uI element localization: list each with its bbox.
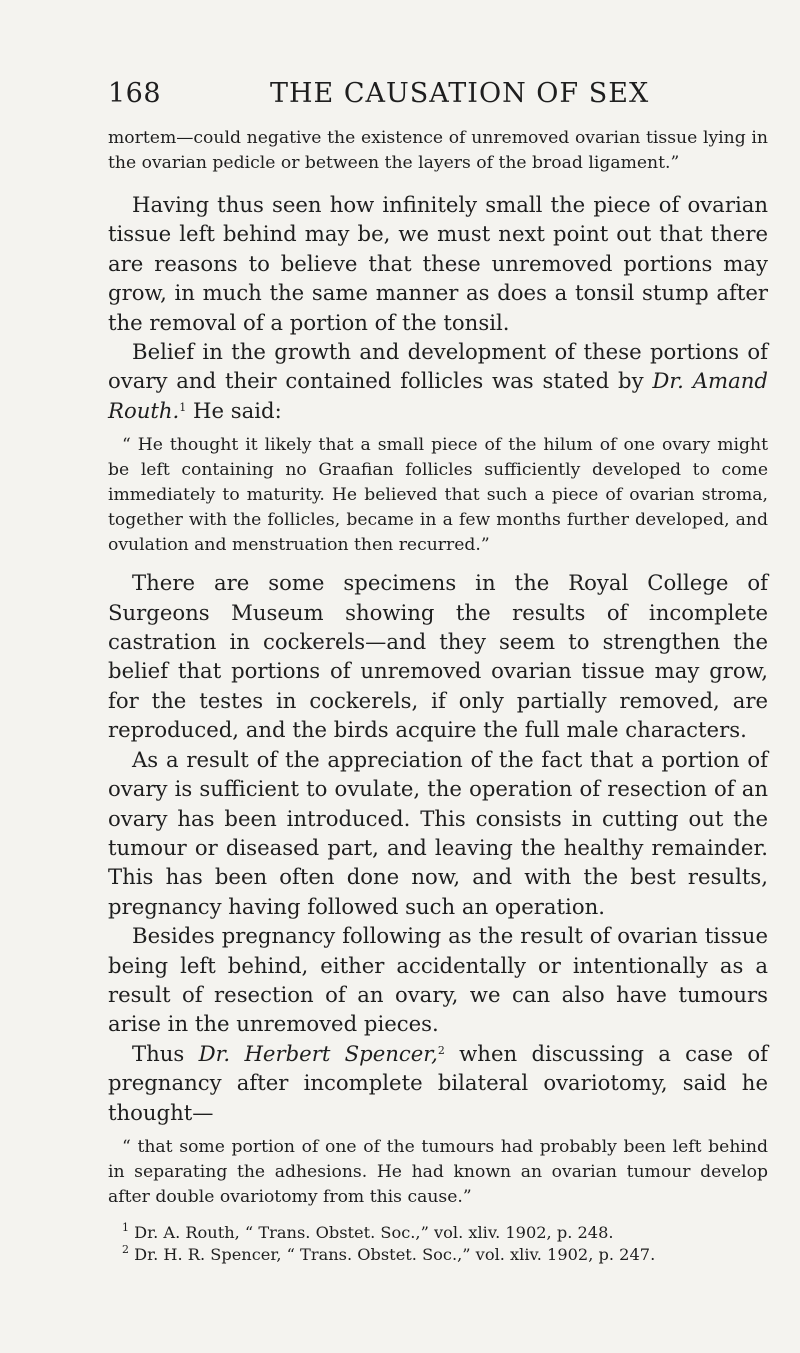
page-header — [108, 78, 770, 118]
footnote-mark: 2 — [122, 1243, 129, 1257]
block-quote-spencer: “ that some portion of one of the tumours had probably been left behind in separating the adhesions. He had known an ovarian tumour develop after double ovariotomy from this cause.” — [108, 1136, 768, 1207]
paragraph-tissue-growth: Having thus seen how infinitely small the piece of ovarian tissue left behind may be, we must next point out that there are reasons to believe that these unremoved portions may grow, in much the same manner as does a tonsil stump after the removal of a portion of the tonsil. — [108, 192, 768, 335]
footnote-1 — [108, 1222, 768, 1245]
paragraph-text: when discussing a case of pregnancy after incomplete bilateral ovariotomy, said he thought— — [108, 1040, 768, 1125]
author-name-routh: Dr. Amand Routh. — [108, 368, 768, 423]
footnote-2 — [108, 1244, 768, 1267]
block-quote-routh: “ He thought it likely that a small piece of the hilum of one ovary might be left containing no Graafian follicles sufficiently developed to come immediately to maturity. He believed that such a piece of ovarian stroma, together with the follicles, became in a few months further developed, and ovulation and menstruation then recurred.” — [108, 435, 768, 556]
footnote-text: Dr. H. R. Spencer, “ Trans. Obstet. Soc.,” vol. xliv. 1902, p. 247. — [129, 1245, 656, 1265]
main-text — [108, 126, 768, 1267]
paragraph-royal-college: There are some specimens in the Royal College of Surgeons Museum showing the results of incomplete castration in cockerels—and they seem to strengthen the belief that portions of unremoved ovarian tissue may grow, for the testes in cockerels, if only partially removed, are reproduced, and the birds acquire the full male characters. — [108, 570, 768, 743]
author-name-spencer: Dr. Herbert Spencer, — [198, 1040, 438, 1066]
running-title: THE CAUSATION OF SEX — [270, 78, 650, 109]
paragraph-tumours: Besides pregnancy following as the result of ovarian tissue being left behind, either accidentally or intentionally as a result of resection of an ovary, we can also have tumours arise in the unremoved pieces. — [108, 923, 768, 1037]
footnote-mark: 1 — [122, 1220, 129, 1234]
footnotes — [108, 1222, 768, 1267]
footnote-text: Dr. A. Routh, “ Trans. Obstet. Soc.,” vol. xliv. 1902, p. 248. — [129, 1222, 614, 1242]
paragraph-resection: As a result of the appreciation of the fact that a portion of ovary is sufficient to ovulate, the operation of resection of an ovary has been introduced. This consists in cutting out the tumour or diseased part, and leaving the healthy remainder. This has been often done now, and with the best results, pregnancy having followed such an operation. — [108, 746, 768, 919]
paragraph-text: Thus — [132, 1040, 199, 1066]
paragraph-text: Belief in the growth and development of these portions of ovary and their contained follicles was stated by — [108, 339, 768, 394]
page-number: 168 — [108, 78, 162, 109]
footnote-ref-1: 1 — [179, 400, 187, 414]
paragraph-continuation: mortem—could negative the existence of unremoved ovarian tissue lying in the ovarian pedicle or between the layers of the broad ligament.” — [108, 128, 768, 173]
paragraph-text: He said: — [186, 397, 282, 423]
footnote-ref-2: 2 — [437, 1043, 445, 1057]
paragraph-routh-belief — [108, 337, 768, 425]
paragraph-spencer — [108, 1039, 768, 1127]
